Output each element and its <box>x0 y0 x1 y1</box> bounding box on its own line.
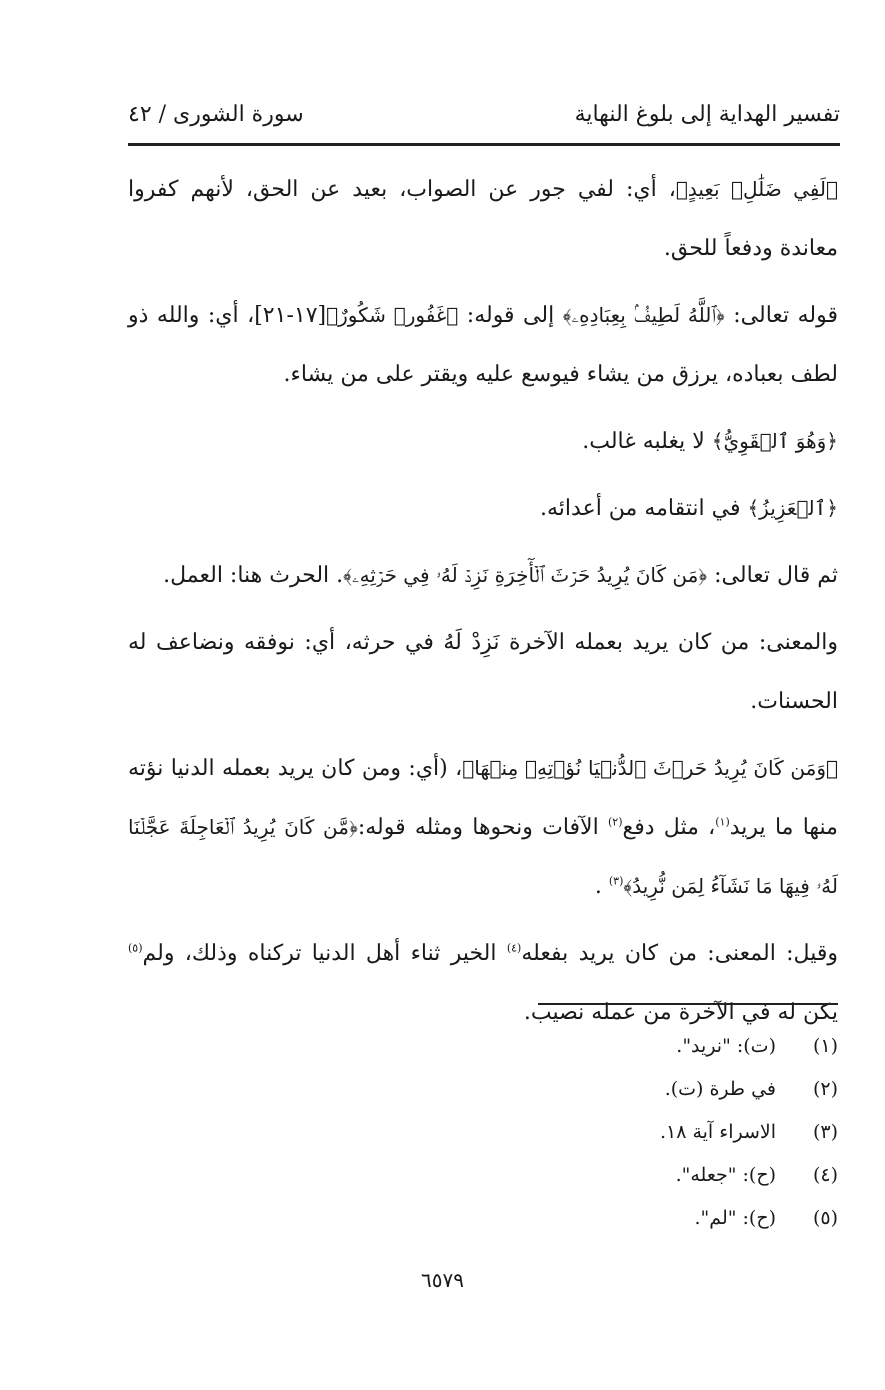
footnote-text: الاسراء آية ١٨. <box>659 1121 776 1143</box>
footnote-ref[interactable]: (٣) <box>608 874 624 888</box>
paragraph-7 <box>128 739 838 916</box>
paragraph-text: ، (أي: ومن كان يريد بعمله الدنيا نؤته منها ما يريد <box>128 756 838 840</box>
header-rule <box>128 143 840 146</box>
footnote-rule <box>538 1003 838 1005</box>
paragraph-text: الخير ثناء أهل الدنيا تركناه وذلك، ولم <box>142 941 507 966</box>
footnote-ref[interactable]: (١) <box>715 815 730 829</box>
running-header <box>128 96 840 136</box>
paragraph-5 <box>128 546 838 605</box>
paragraph-text: وقيل: المعنى: من كان يريد بفعله <box>521 941 838 966</box>
paragraph-text: يكن له في الآخرة من عمله نصيب. <box>523 1000 838 1025</box>
paragraph-text: والمعنى: من كان يريد بعمله الآخرة نَزِدْ لَهُ في حرثه، أي: نوفقه ونضاعف له الحسنات. <box>128 630 838 714</box>
footnote-ref[interactable]: (٢) <box>607 815 623 829</box>
footnote-ref[interactable]: (٥) <box>128 941 143 955</box>
footnote-text: (ح): "لم". <box>694 1207 776 1229</box>
footnote-item <box>478 1025 838 1068</box>
footnotes <box>478 1025 838 1240</box>
paragraph-6 <box>128 613 838 731</box>
quran-verse: ﴿ٱللَّهُ لَطِيفُۢ بِعِبَادِهِۦ﴾ <box>562 303 725 327</box>
paragraph-1 <box>128 160 838 278</box>
quran-verse: ﴿وَهُوَ ٱلۡقَوِيُّ﴾ <box>711 429 838 453</box>
footnote-ref[interactable]: (٤) <box>506 941 522 955</box>
paragraph-text: ثم قال تعالى: <box>707 563 838 588</box>
footnote-item <box>478 1197 838 1240</box>
paragraph-text: في انتقامه من أعدائه. <box>540 496 748 521</box>
footnote-text: (ح): "جعله". <box>675 1164 776 1186</box>
footnote-number: (٣) <box>812 1121 838 1143</box>
page-number: ٦٥٧٩ <box>421 1268 464 1292</box>
footnote-item <box>478 1154 838 1197</box>
paragraph-3 <box>128 412 838 471</box>
paragraph-text: . <box>594 874 609 899</box>
paragraph-text: [١٧-٢١]، أي: والله ذو لطف بعباده، يرزق من يشاء فيوسع عليه ويقتر على من يشاء. <box>128 303 838 387</box>
paragraph-text: . الحرث هنا: العمل. <box>163 563 344 588</box>
quran-verse: ﴿غَفُورٞ شَكُورٌ﴾ <box>326 303 459 327</box>
paragraph-text: قوله تعالى: <box>724 303 838 328</box>
quran-verse: ﴿لَفِي ضَلَٰلِۭ بَعِيدٍ﴾ <box>675 177 838 201</box>
footnote-number: (١) <box>812 1035 838 1057</box>
paragraph-text: الآفات ونحوها ومثله قوله: <box>357 815 608 840</box>
footnote-number: (٥) <box>812 1207 838 1229</box>
paragraph-text: إلى قوله: <box>458 303 563 328</box>
quran-verse: ﴿مَّن كَانَ يُرِيدُ ٱلۡعَاجِلَةَ عَجَّلۡنَا لَهُۥ فِيهَا مَا نَشَآءُ لِمَن نُّرِيدُ﴾ <box>128 815 838 898</box>
quran-verse: ﴿ٱلۡعَزِيزُ﴾ <box>747 496 838 520</box>
paragraph-text: لا يغلبه غالب. <box>582 429 712 454</box>
body-text <box>128 160 838 1050</box>
quran-verse: ﴿وَمَن كَانَ يُرِيدُ حَرۡثَ ٱلدُّنۡيَا نُؤۡتِهِۦ مِنۡهَا﴾ <box>462 756 838 780</box>
footnote-item <box>478 1111 838 1154</box>
paragraph-2 <box>128 286 838 404</box>
footnote-item <box>478 1068 838 1111</box>
quran-verse: ﴿مَن كَانَ يُرِيدُ حَرۡثَ ٱلۡأٓخِرَةِ نَزِدۡ لَهُۥ فِي حَرۡثِهِۦ﴾ <box>343 563 708 587</box>
footnote-text: (ت): "نريد". <box>676 1035 776 1057</box>
paragraph-text: ، أي: لفي جور عن الصواب، بعيد عن الحق، لأنهم كفروا معاندة ودفعاً للحق. <box>128 177 838 261</box>
book-title: تفسير الهداية إلى بلوغ النهاية <box>574 102 840 127</box>
footnote-text: في طرة (ت). <box>664 1078 776 1100</box>
footnote-number: (٢) <box>812 1078 838 1100</box>
paragraph-4 <box>128 479 838 538</box>
paragraph-text: ، مثل دفع <box>622 815 716 840</box>
surah-page-label: سورة الشورى / ٤٢ <box>128 102 304 127</box>
footnote-number: (٤) <box>812 1164 838 1186</box>
